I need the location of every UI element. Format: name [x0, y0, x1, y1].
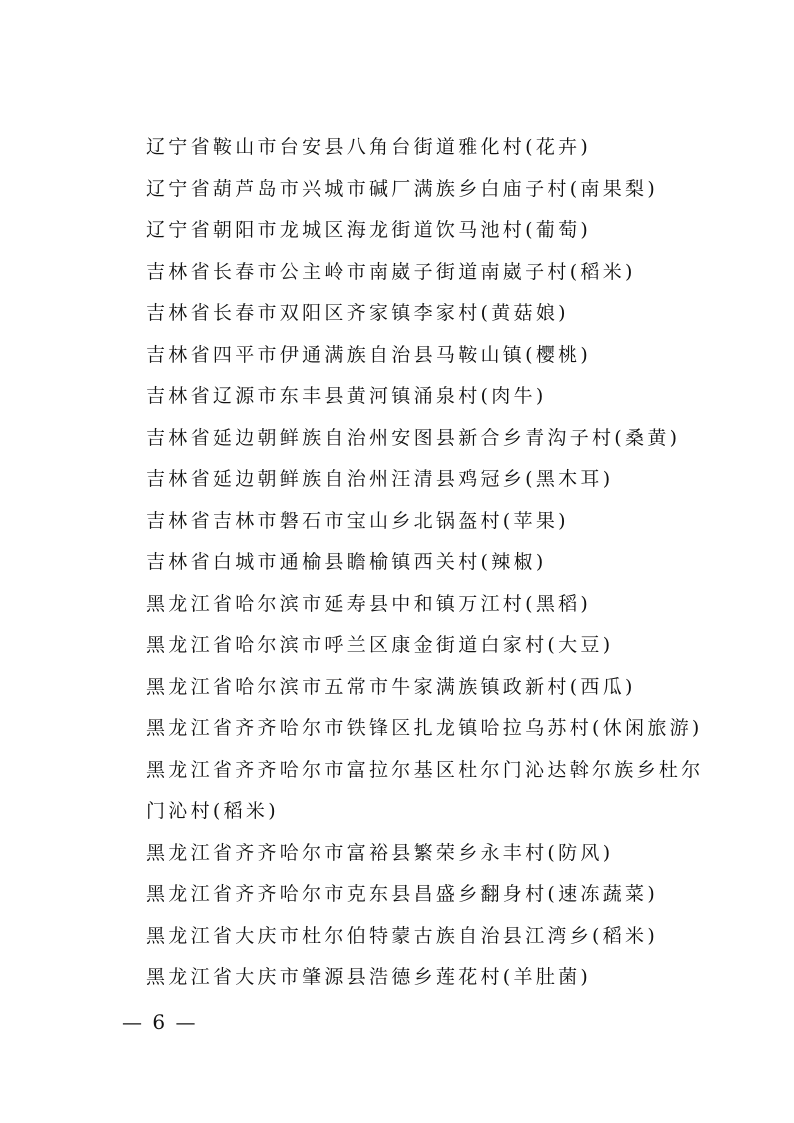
list-item: 辽宁省朝阳市龙城区海龙街道饮马池村(葡萄) [146, 219, 592, 241]
list-item: 吉林省白城市通榆县瞻榆镇西关村(辣椒) [146, 551, 547, 573]
list-item: 黑龙江省大庆市杜尔伯特蒙古族自治县江湾乡(稻米) [146, 924, 659, 947]
list-item: 吉林省吉林市磐石市宝山乡北锅盔村(苹果) [146, 509, 569, 532]
list-item: 黑龙江省齐齐哈尔市铁锋区扎龙镇哈拉乌苏村(休闲旅游) [146, 717, 703, 739]
list-item: 吉林省延边朝鲜族自治州汪清县鸡冠乡(黑木耳) [146, 468, 614, 490]
list-item: 黑龙江省大庆市肇源县浩德乡莲花村(羊肚菌) [146, 966, 592, 988]
list-item: 黑龙江省齐齐哈尔市富拉尔基区杜尔门沁达斡尔族乡杜尔门沁村(稻米) [146, 758, 704, 822]
list-item: 辽宁省葫芦岛市兴城市碱厂满族乡白庙子村(南果梨) [146, 177, 659, 200]
list-item: 黑龙江省哈尔滨市延寿县中和镇万江村(黑稻) [146, 592, 592, 615]
list-item: 吉林省长春市公主岭市南崴子街道南崴子村(稻米) [146, 260, 636, 283]
list-item: 吉林省辽源市东丰县黄河镇涌泉村(肉牛) [146, 385, 547, 407]
list-item: 黑龙江省哈尔滨市呼兰区康金街道白家村(大豆) [146, 634, 614, 656]
page-number: — 6 — [122, 1010, 198, 1034]
list-item: 吉林省长春市双阳区齐家镇李家村(黄菇娘) [146, 302, 569, 324]
village-list [146, 127, 706, 999]
list-item: 辽宁省鞍山市台安县八角台街道雅化村(花卉) [146, 136, 592, 158]
list-item: 黑龙江省哈尔滨市五常市牛家满族镇政新村(西瓜) [146, 675, 636, 698]
list-item: 黑龙江省齐齐哈尔市克东县昌盛乡翻身村(速冻蔬菜) [146, 883, 659, 905]
list-item: 吉林省延边朝鲜族自治州安图县新合乡青沟子村(桑黄) [146, 426, 681, 449]
list-item: 黑龙江省齐齐哈尔市富裕县繁荣乡永丰村(防风) [146, 841, 614, 864]
list-item: 吉林省四平市伊通满族自治县马鞍山镇(樱桃) [146, 343, 592, 366]
